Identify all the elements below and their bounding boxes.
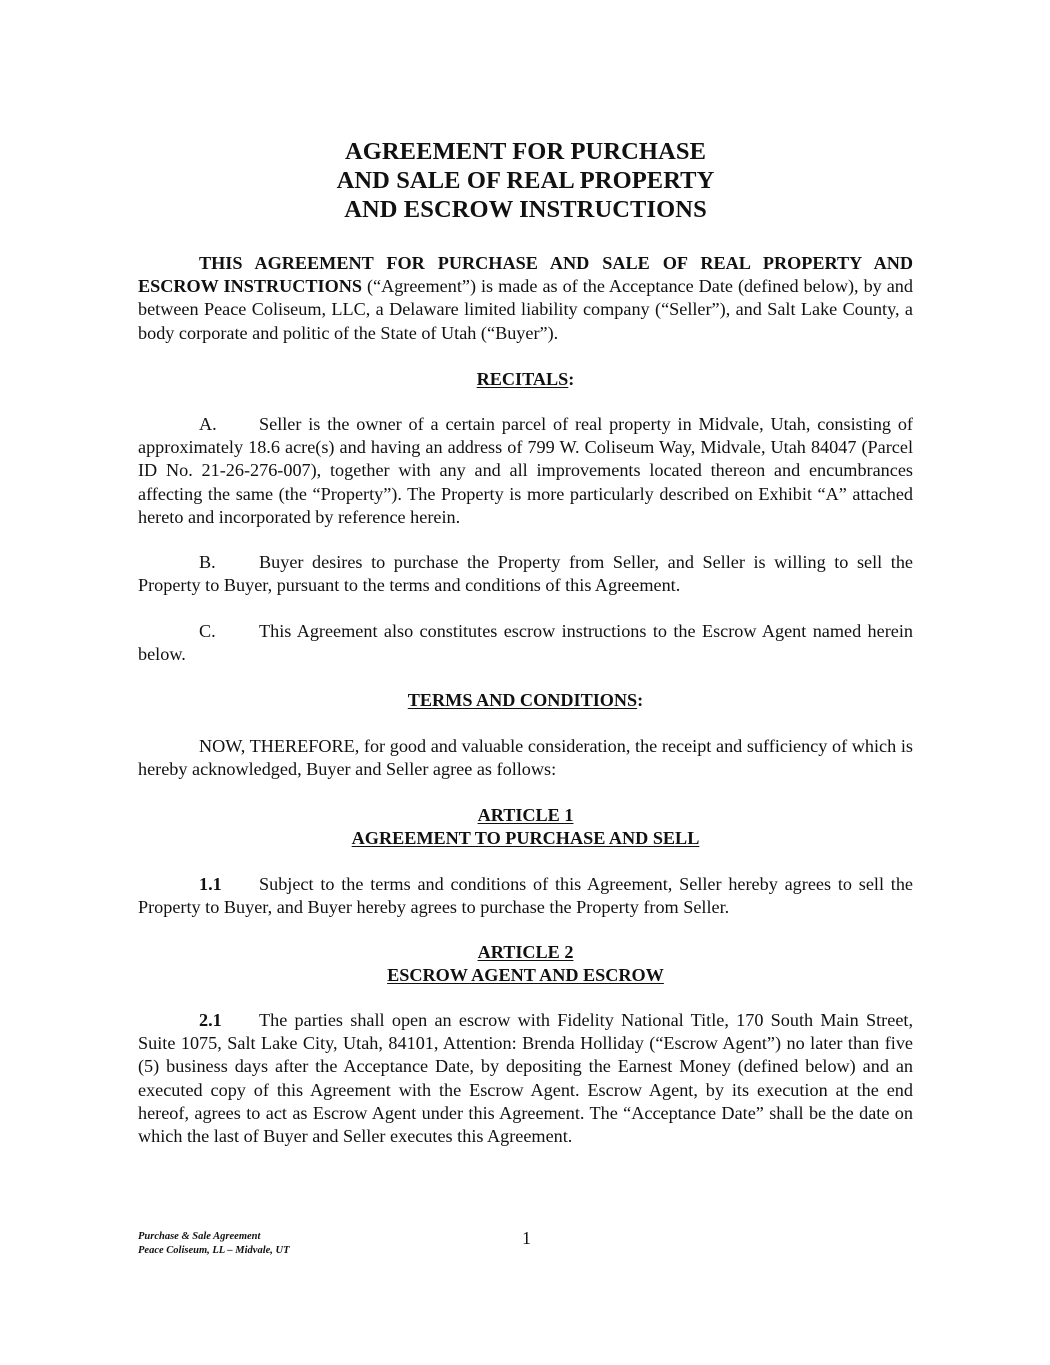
recital-c xyxy=(138,620,913,666)
terms-text: NOW, THEREFORE, for good and valuable consideration, the receipt and sufficiency of which is hereby acknowledged, Buyer and Seller agree as follows: xyxy=(138,736,913,780)
section-2-1-label: 2.1 xyxy=(199,1010,222,1030)
recital-b xyxy=(138,551,913,597)
terms-heading xyxy=(138,689,913,712)
article-2-title: ESCROW AGENT AND ESCROW xyxy=(387,965,664,986)
section-1-1 xyxy=(138,873,913,919)
recital-a-text: Seller is the owner of a certain parcel of real property in Midvale, Utah, consisting of approximately 18.6 acre(s) and having an address of 799 W. Coliseum Way, Midvale, Utah 84047 (Parcel ID No. 21-26-276-007), together with any and all improvements located thereon and encumbrances affecting the same (the “Property”). The Property is more particularly described on Exhibit “A” attached hereto and incorporated by reference herein. xyxy=(138,414,913,527)
recital-a-label: A. xyxy=(199,414,217,434)
footer-line-1: Purchase & Sale Agreement xyxy=(138,1231,261,1242)
recitals-heading-text: RECITALS xyxy=(476,369,569,389)
intro-paragraph xyxy=(138,252,913,345)
page-number: 1 xyxy=(522,1228,531,1248)
recitals-heading xyxy=(138,368,913,391)
document-title xyxy=(138,137,913,224)
footer-line-2: Peace Coliseum, LL – Midvale, UT xyxy=(138,1245,290,1256)
article-1-title: AGREEMENT TO PURCHASE AND SELL xyxy=(351,828,700,849)
title-line-1: AGREEMENT FOR PURCHASE xyxy=(344,138,707,165)
terms-heading-colon: : xyxy=(637,690,644,710)
intro-text: (“Agreement”) is made as of the Acceptance Date (defined below), by and between Peace Coliseum, LLC, a Delaware limited liability company (“Seller”), and Salt Lake County, a body corporate and politic of the State of Utah (“Buyer”). xyxy=(138,276,913,343)
intro-bold-lead: THIS AGREEMENT FOR PURCHASE AND SALE OF REAL PROPERTY AND ESCROW INSTRUCTIONS xyxy=(138,253,913,297)
section-1-1-text: Subject to the terms and conditions of this Agreement, Seller hereby agrees to sell the Property to Buyer, and Buyer hereby agrees to purchase the Property from Seller. xyxy=(138,874,913,918)
article-1-heading xyxy=(138,804,913,850)
recital-b-label: B. xyxy=(199,552,216,572)
page-content xyxy=(138,0,913,1365)
recital-b-text: Buyer desires to purchase the Property from Seller, and Seller is willing to sell the Property to Buyer, pursuant to the terms and conditions of this Agreement. xyxy=(138,552,913,596)
recital-a xyxy=(138,413,913,529)
article-1-number: ARTICLE 1 xyxy=(477,805,574,825)
recital-c-label: C. xyxy=(199,621,216,641)
recital-c-text: This Agreement also constitutes escrow instructions to the Escrow Agent named herein below. xyxy=(138,621,913,665)
footer xyxy=(138,1230,290,1258)
section-2-1-text: The parties shall open an escrow with Fidelity National Title, 170 South Main Street, Suite 1075, Salt Lake City, Utah, 84101, Attention: Brenda Holliday (“Escrow Agent”) no later than five (5) business days after the Acceptance Date, by depositing the Earnest Money (defined below) and an executed copy of this Agreement with the Escrow Agent. Escrow Agent, by its execution at the end hereof, agrees to act as Escrow Agent under this Agreement. The “Acceptance Date” shall be the date on which the last of Buyer and Seller executes this Agreement. xyxy=(138,1010,913,1147)
title-line-3: AND ESCROW INSTRUCTIONS xyxy=(344,196,707,223)
terms-paragraph xyxy=(138,735,913,781)
section-2-1 xyxy=(138,1009,913,1148)
section-1-1-label: 1.1 xyxy=(199,874,222,894)
recitals-heading-colon: : xyxy=(568,369,575,389)
article-2-heading xyxy=(138,941,913,987)
terms-heading-text: TERMS AND CONDITIONS xyxy=(407,690,638,710)
title-line-2: AND SALE OF REAL PROPERTY xyxy=(336,167,715,194)
article-2-number: ARTICLE 2 xyxy=(477,942,574,962)
